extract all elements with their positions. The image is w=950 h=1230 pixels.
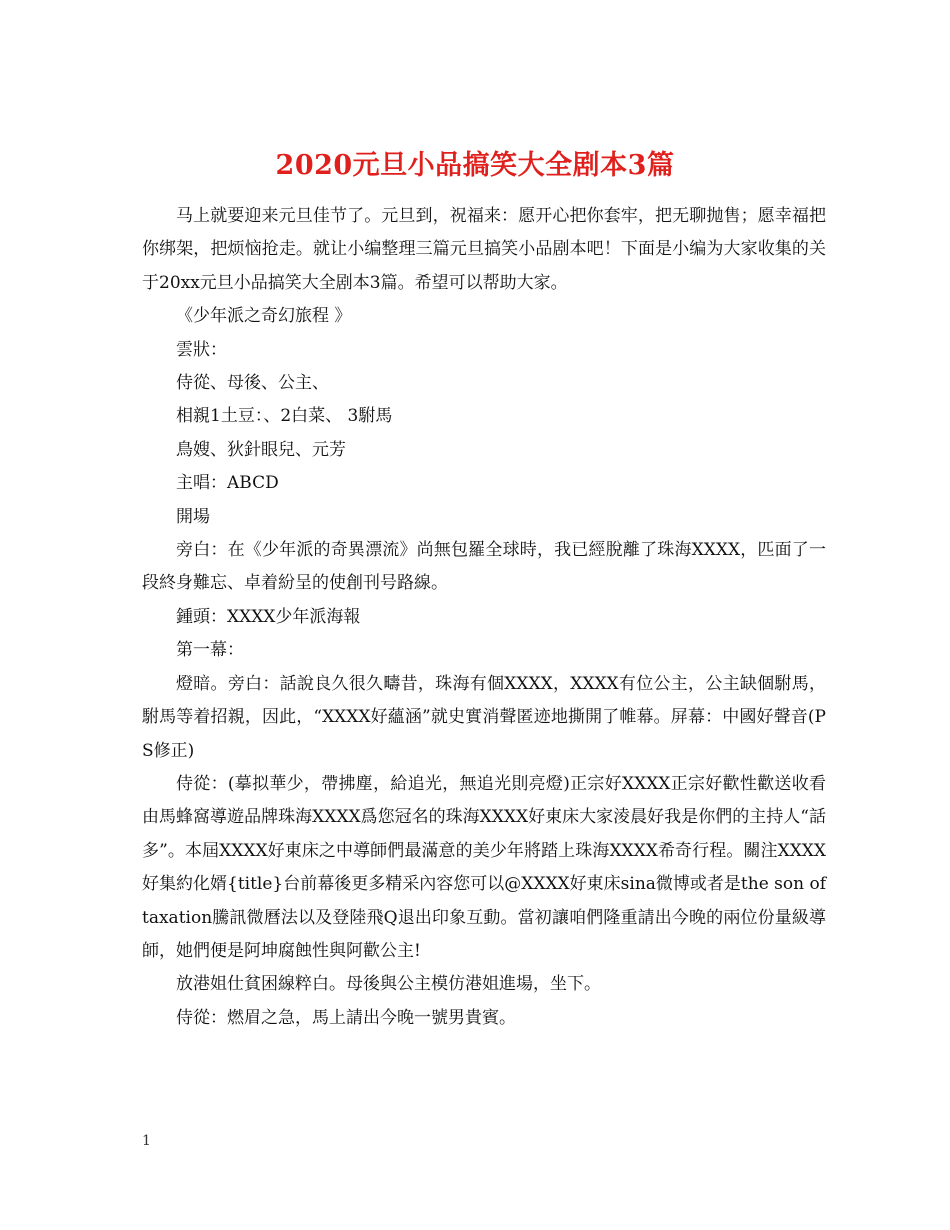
act-heading: 第一幕： bbox=[176, 640, 244, 661]
document-body bbox=[142, 200, 826, 1035]
intro-paragraph: 马上就要迎来元旦佳节了。元旦到，祝福来：愿开心把你套牢，把无聊抛售；愿幸福把你绑架，把烦恼抢走。就让小编整理三篇元旦搞笑小品剧本吧！下面是小编为大家收集的关于20xx元旦小品搞笑大全剧本3篇。希望可以帮助大家。 bbox=[142, 206, 826, 293]
document-title: 2020元旦小品搞笑大全剧本3篇 bbox=[275, 150, 675, 182]
cast-line: 鳥嫂、狄針眼兒、元芳 bbox=[176, 439, 346, 460]
script-title-line: 《少年派之奇幻旅程 》 bbox=[176, 306, 352, 327]
page-number: 1 bbox=[142, 1133, 151, 1149]
dialogue-line: 侍從：燃眉之急，馬上請出今晚一號男貴賓。 bbox=[176, 1007, 516, 1028]
narration-paragraph: 旁白：在《少年派的奇異漂流》尚無包羅全球時，我已經脫離了珠海XXXX，匹面了一段終身難忘、卓着紛呈的使創刊号路線。 bbox=[142, 540, 826, 594]
cast-heading: 雲狀： bbox=[176, 339, 227, 360]
opening-heading: 開場 bbox=[176, 506, 210, 527]
narration-paragraph: 燈暗。旁白：話說良久很久疇昔，珠海有個XXXX，XXXX有位公主，公主缺個駙馬，駙馬等着招親，因此，“XXXX好蘊涵”就史實消聲匿迹地撕開了帷幕。屏幕：中國好聲音(PS修正) bbox=[142, 673, 826, 761]
cast-line: 相親1土豆：、2白菜、 3駙馬 bbox=[176, 406, 393, 427]
dialogue-paragraph: 侍從：(摹拟華少，帶拂塵，給追光，無追光則亮燈)正宗好XXXX正宗好歡性歡送收看由馬蜂窩導遊品牌珠海XXXX爲您冠名的珠海XXXX好東床大家淩晨好我是你們的主持人“話多”。本屆XXXX好東床之中導師們最滿意的美少年將踏上珠海XXXX希奇行程。關注XXXX好集約化婿{title}台前幕後更多精采內容您可以@XXXX好東床sina微博或者是the son of taxation騰訊微曆法以及登陸飛Q退出印象互動。當初讓咱們隆重請出今晚的兩位份量級導師，她們便是阿坤腐蝕性與阿歡公主! bbox=[142, 773, 826, 961]
singer-line: 主唱：ABCD bbox=[176, 473, 279, 494]
stage-direction-line: 放港姐仕貧困線粹白。母後與公主模仿港姐進場，坐下。 bbox=[176, 974, 601, 995]
cast-line: 侍從、母後、公主、 bbox=[176, 373, 329, 394]
scene-direction-line: 鍾頭：XXXX少年派海報 bbox=[176, 606, 361, 627]
